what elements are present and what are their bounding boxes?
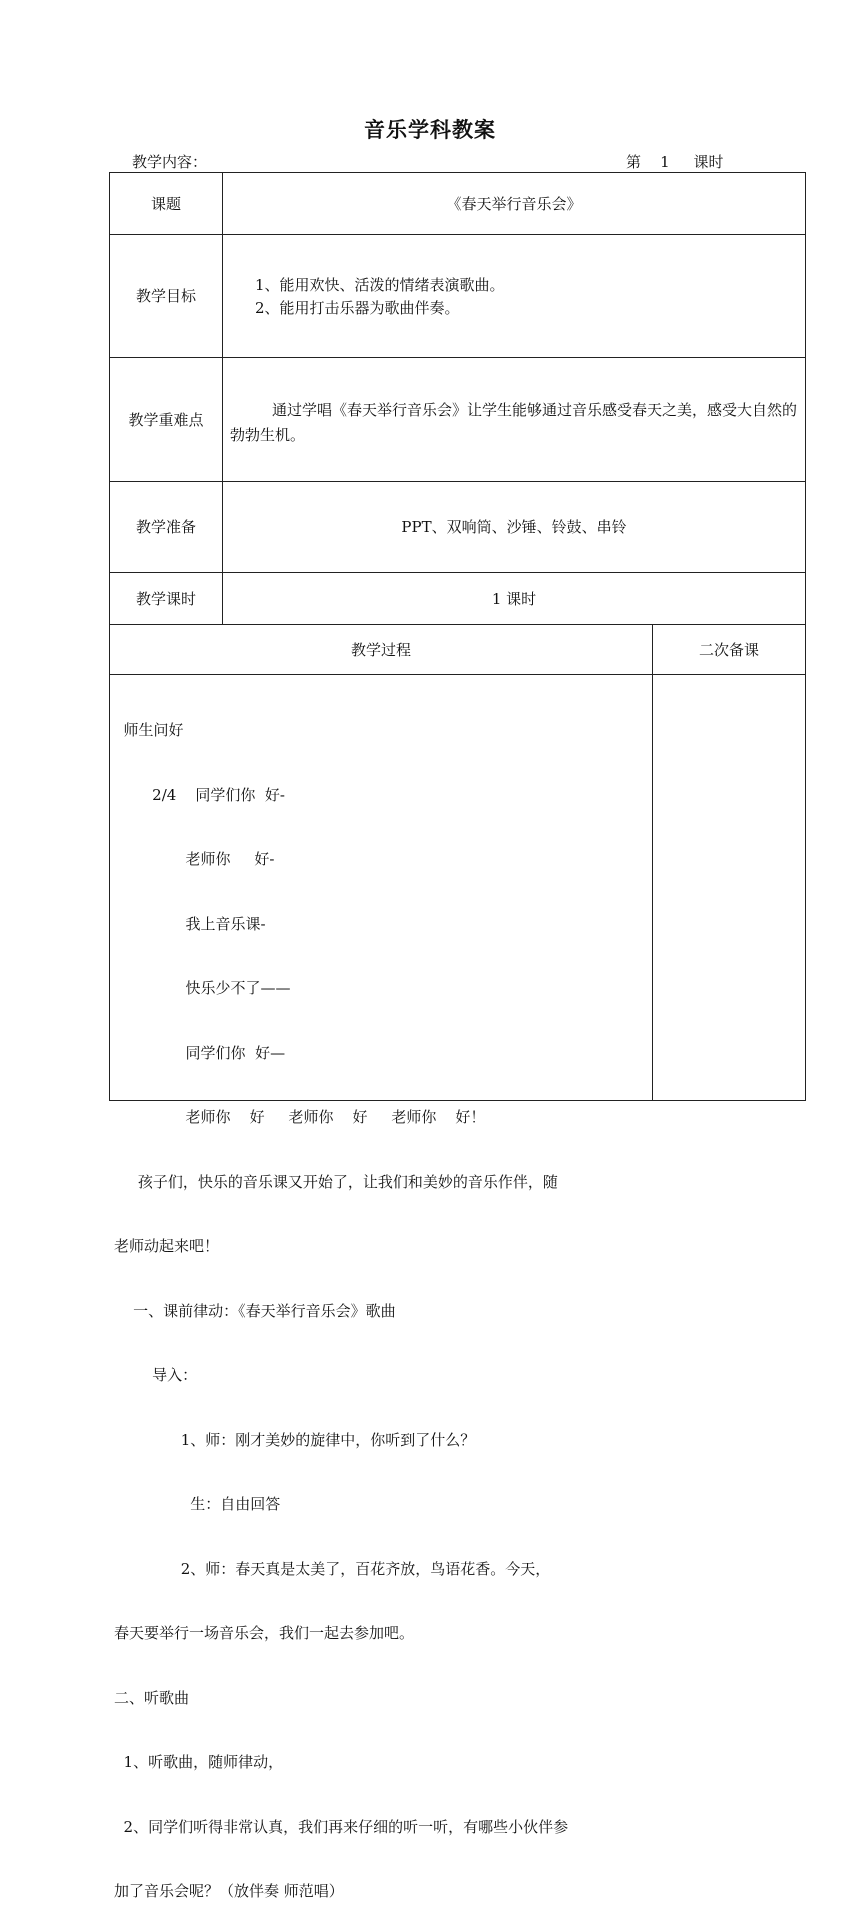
focus-text: 通过学唱《春天举行音乐会》让学生能够通过音乐感受春天之美，感受大自然的勃勃生机。	[230, 401, 798, 444]
process-line: 春天要举行一场音乐会，我们一起去参加吧。	[114, 1624, 415, 1642]
process-line: 一、课前律动：《春天举行音乐会》歌曲	[114, 1301, 396, 1320]
prep-label: 教学准备	[135, 518, 196, 536]
focus-label: 教学重难点	[128, 410, 204, 429]
process-line: 老师你 好 老师你 好 老师你 好！	[114, 1108, 486, 1126]
hours-label: 教学课时	[135, 589, 196, 608]
document-title: 音乐学科教案	[364, 118, 496, 142]
lesson-number: 1	[660, 153, 670, 171]
prep-value: PPT、双响筒、沙锤、铃鼓、串铃	[401, 518, 627, 536]
process-line: 2/4 同学们你 好-	[114, 785, 285, 804]
process-line: 师生问好	[114, 721, 184, 739]
teaching-content-label: 教学内容：	[132, 153, 208, 171]
goals-label: 教学目标	[135, 287, 196, 305]
process-line: 2、同学们听得非常认真，我们再来仔细的听一听，有哪些小伙伴参	[114, 1817, 569, 1836]
process-line: 1、师：刚才美妙的旋律中，你听到了什么？	[114, 1430, 476, 1449]
process-line: 老师你 好-	[114, 850, 275, 868]
topic-label: 课题	[150, 195, 181, 213]
topic-value: 《春天举行音乐会》	[446, 195, 582, 213]
lesson-suffix: 课时	[693, 153, 724, 171]
process-line: 导入：	[114, 1366, 198, 1384]
goal-item: 1、能用欢快、活泼的情绪表演歌曲。	[255, 276, 505, 294]
teaching-process-text	[114, 677, 648, 1924]
process-line: 生：自由回答	[114, 1495, 281, 1513]
process-header: 教学过程	[350, 640, 411, 659]
process-line: 1、听歌曲，随师律动，	[114, 1753, 284, 1771]
process-line: 加了音乐会呢？（放伴奏 师范唱）	[114, 1882, 344, 1900]
goals-list	[255, 274, 505, 320]
process-line: 我上音乐课-	[114, 914, 266, 933]
lesson-prefix: 第	[626, 153, 642, 171]
process-line: 二、听歌曲	[114, 1688, 190, 1707]
goal-item: 2、能用打击乐器为歌曲伴奏。	[255, 299, 460, 317]
hours-value: 1 课时	[491, 589, 537, 608]
row-divider	[110, 674, 805, 675]
process-line: 快乐少不了——	[114, 979, 291, 997]
process-line: 2、师：春天真是太美了，百花齐放，鸟语花香。今天，	[114, 1559, 551, 1578]
process-line: 孩子们，快乐的音乐课又开始了，让我们和美妙的音乐作伴，随	[114, 1172, 558, 1191]
process-line: 老师动起来吧！	[114, 1237, 220, 1255]
process-line: 同学们你 好—	[114, 1043, 286, 1062]
lesson-number-line	[626, 151, 724, 172]
revision-header: 二次备课	[698, 640, 759, 659]
column-divider	[652, 624, 653, 1101]
